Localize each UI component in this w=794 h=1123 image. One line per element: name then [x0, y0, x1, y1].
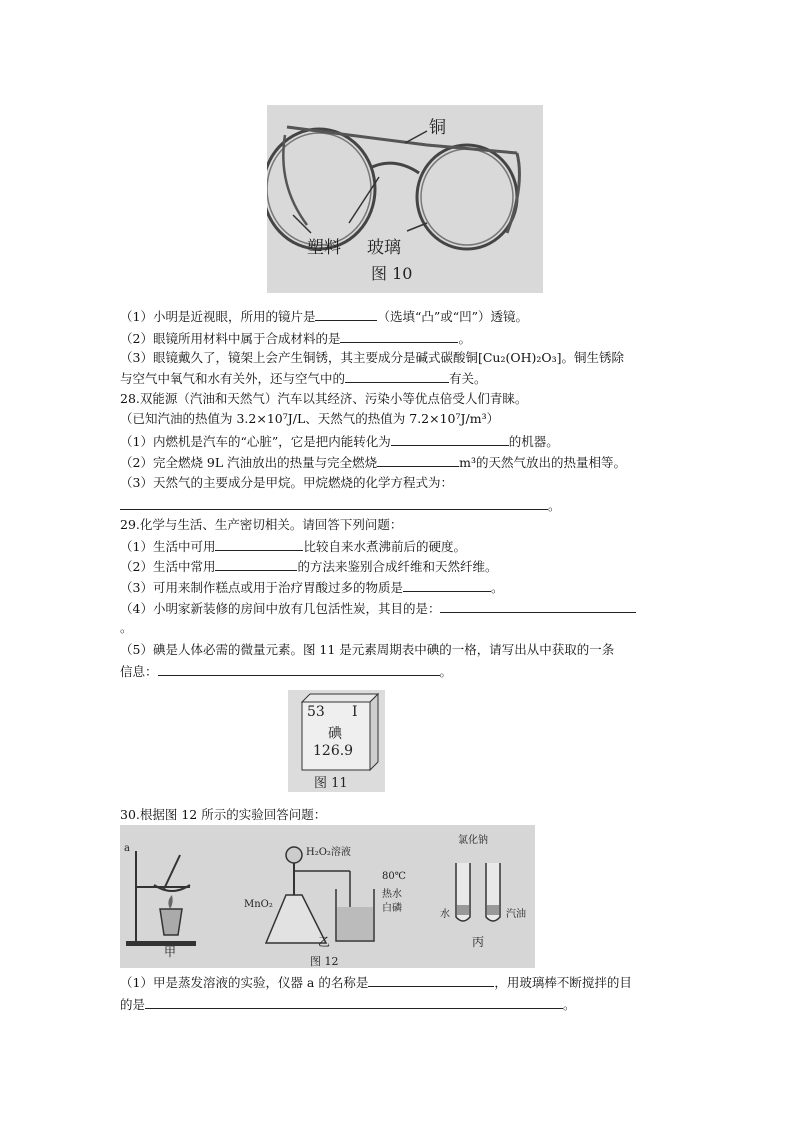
label-copper: 铜 — [429, 118, 446, 138]
q28-blank3[interactable] — [120, 496, 548, 510]
q28-answer-line: 。 — [120, 496, 561, 515]
label-yi: 乙 — [318, 935, 331, 949]
q28-blank2[interactable] — [377, 453, 459, 467]
q28-title: 28.双能源（汽油和天然气）汽车以其经济、污染小等优点倍受人们青睐。 — [120, 391, 528, 406]
label-water: 水 — [440, 909, 450, 920]
label-mno2: MnO₂ — [244, 899, 273, 910]
label-h2o2: H₂O₂溶液 — [306, 847, 351, 858]
label-hotwater: 热水 — [382, 889, 402, 900]
q27-part1: （1）小明是近视眼，所用的镜片是 （选填“凸”或“凹”）透镜。 — [120, 309, 529, 324]
q28-part3: （3）天然气的主要成分是甲烷。甲烷燃烧的化学方程式为： — [120, 475, 453, 490]
q29-blank1[interactable] — [215, 537, 303, 551]
label-jia: 甲 — [164, 945, 177, 959]
q29-part4: （4）小明家新装修的房间中放有几包活性炭，其目的是： — [120, 599, 636, 618]
q28-blank1[interactable] — [391, 432, 509, 446]
label-gasoline: 汽油 — [506, 909, 526, 920]
iodine-number: 53 — [307, 704, 325, 720]
label-phosphorus: 白磷 — [382, 903, 402, 914]
iodine-name: 碘 — [328, 726, 342, 742]
q27-blank2[interactable] — [340, 329, 458, 343]
q30-title: 30.根据图 12 所示的实验回答问题： — [120, 807, 327, 822]
figure-12-caption: 图 12 — [310, 955, 339, 968]
q29-blank3[interactable] — [403, 578, 491, 592]
q28-part1: （1）内燃机是汽车的“心脏”，它是把内能转化为 的机器。 — [120, 434, 559, 449]
q29-blank4[interactable] — [440, 599, 636, 613]
q30-part1b: 的是 。 — [120, 997, 576, 1012]
iodine-mass: 126.9 — [313, 743, 354, 759]
q30-blank2[interactable] — [145, 995, 563, 1009]
q27-part3a: （3）眼镜戴久了，镜架上会产生铜锈，其主要成分是碱式碳酸铜[Cu₂(OH)₂O₃]。铜生锈除 — [120, 350, 625, 365]
figure-11-iodine-cell — [288, 690, 385, 792]
q28-part2: （2）完全燃烧 9L 汽油放出的热量与完全燃烧 m³的天然气放出的热量相等。 — [120, 455, 627, 470]
figure-10-glasses — [267, 105, 543, 293]
q29-blank5[interactable] — [158, 662, 440, 676]
label-glass: 玻璃 — [367, 238, 401, 258]
q29-part5b: 信息： 。 — [120, 664, 453, 679]
figure-12-experiments — [120, 825, 535, 968]
q29-part2: （2）生活中常用 的方法来鉴别合成纤维和天然纤维。 — [120, 559, 498, 574]
figure-11-caption: 图 11 — [314, 776, 348, 791]
label-temp: 80℃ — [382, 871, 406, 882]
q29-blank2[interactable] — [215, 557, 297, 571]
q29-part3: （3）可用来制作糕点或用于治疗胃酸过多的物质是 。 — [120, 580, 504, 595]
q29-part4-end: 。 — [120, 620, 133, 635]
label-a: a — [124, 843, 130, 854]
q30-blank1[interactable] — [368, 973, 494, 987]
q29-title: 29.化学与生活、生产密切相关。请回答下列问题： — [120, 517, 403, 532]
label-nacl: 氯化钠 — [458, 835, 488, 846]
q27-blank3[interactable] — [345, 369, 449, 383]
label-bing: 丙 — [472, 935, 485, 949]
q29-part1: （1）生活中可用 比较自来水煮沸前后的硬度。 — [120, 539, 466, 554]
q27-part2: （2）眼镜所用材料中属于合成材料的是 。 — [120, 331, 471, 346]
iodine-symbol: I — [352, 704, 358, 720]
label-plastic: 塑料 — [307, 238, 341, 258]
q27-part3b: 与空气中氧气和水有关外，还与空气中的 有关。 — [120, 371, 487, 386]
figure-10-caption: 图 10 — [371, 264, 413, 283]
q30-part1a: （1）甲是蒸发溶液的实验，仪器 a 的名称是 ，用玻璃棒不断搅拌的目 — [120, 975, 632, 990]
q28-note: （已知汽油的热值为 3.2×10⁷J/L、天然气的热值为 7.2×10⁷J/m³） — [120, 411, 500, 426]
q27-blank1[interactable] — [315, 307, 377, 321]
q29-part5a: （5）碘是人体必需的微量元素。图 11 是元素周期表中碘的一格，请写出从中获取的一条 — [120, 642, 615, 657]
